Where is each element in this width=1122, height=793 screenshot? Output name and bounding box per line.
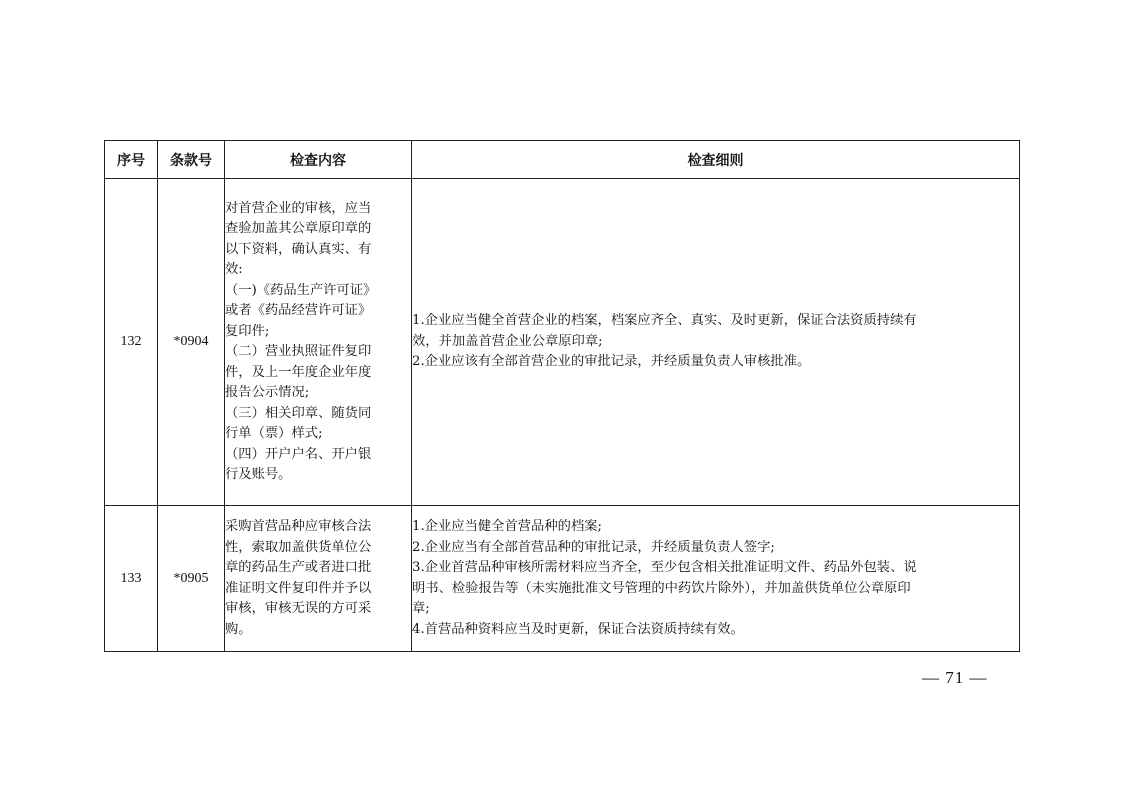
content-line: 性，索取加盖供货单位公 (225, 539, 372, 555)
table-row (105, 179, 1020, 506)
row-inspection-content (225, 179, 412, 506)
header-serial-number: 序号 (105, 141, 158, 179)
content-line: 准证明文件复印件并予以 (225, 580, 372, 596)
detail-line: 1.企业应当健全首营品种的档案; (412, 519, 603, 534)
content-line: （一)《药品生产许可证》 (225, 282, 377, 298)
header-inspection-details: 检查细则 (412, 141, 1020, 179)
detail-line: 2.企业应当有全部首营品种的审批记录，并经质量负责人签字; (412, 539, 775, 555)
row-serial-number: 132 (105, 179, 158, 506)
content-line: 报告公示情况; (225, 385, 310, 400)
row-inspection-content (225, 506, 412, 652)
row-serial-number: 133 (105, 506, 158, 652)
content-line: 件，及上一年度企业年度 (225, 364, 372, 380)
content-line: 购。 (225, 621, 252, 637)
detail-line: 3.企业首营品种审核所需材料应当齐全，至少包含相关批准证明文件、药品外包装、说 (412, 560, 917, 575)
content-line: 采购首营品种应审核合法 (225, 519, 372, 534)
content-line: （三）相关印章、随货同 (225, 405, 372, 421)
row-clause-number: *0904 (158, 179, 225, 506)
detail-line: 1.企业应当健全首营企业的档案，档案应齐全、真实、及时更新，保证合法资质持续有 (412, 313, 917, 329)
row-inspection-details (412, 179, 1020, 506)
content-line: 章的药品生产或者进口批 (225, 560, 372, 575)
detail-line: 效，并加盖首营企业公章原印章; (412, 333, 603, 349)
content-line: 效: (225, 262, 243, 277)
table-row (105, 506, 1020, 652)
inspection-table (104, 140, 1020, 652)
detail-line: 4.首营品种资料应当及时更新，保证合法资质持续有效。 (412, 621, 744, 637)
detail-line: 明书、检验报告等（未实施批准文号管理的中药饮片除外），并加盖供货单位公章原印 (412, 580, 911, 596)
page-number: — 71 — (922, 668, 988, 687)
header-clause-number: 条款号 (158, 141, 225, 179)
content-line: （二）营业执照证件复印 (225, 344, 372, 359)
table-header-row (105, 141, 1020, 179)
content-line: 或者《药品经营许可证》 (225, 303, 372, 318)
detail-line: 2.企业应该有全部首营企业的审批记录，并经质量负责人审核批准。 (412, 354, 811, 370)
content-line: 以下资料，确认真实、有 (225, 241, 372, 257)
content-line: 行及账号。 (225, 467, 292, 482)
content-line: 复印件; (225, 323, 270, 339)
row-inspection-details (412, 506, 1020, 652)
content-line: 审核，审核无误的方可采 (225, 601, 372, 616)
content-line: 对首营企业的审核，应当 (225, 200, 372, 216)
content-line: 行单（票）样式; (225, 426, 323, 441)
detail-line: 章; (412, 601, 430, 616)
header-inspection-content: 检查内容 (225, 141, 412, 179)
content-line: 查验加盖其公章原印章的 (225, 221, 372, 236)
content-line: （四）开户户名、开户银 (225, 446, 372, 462)
row-clause-number: *0905 (158, 506, 225, 652)
